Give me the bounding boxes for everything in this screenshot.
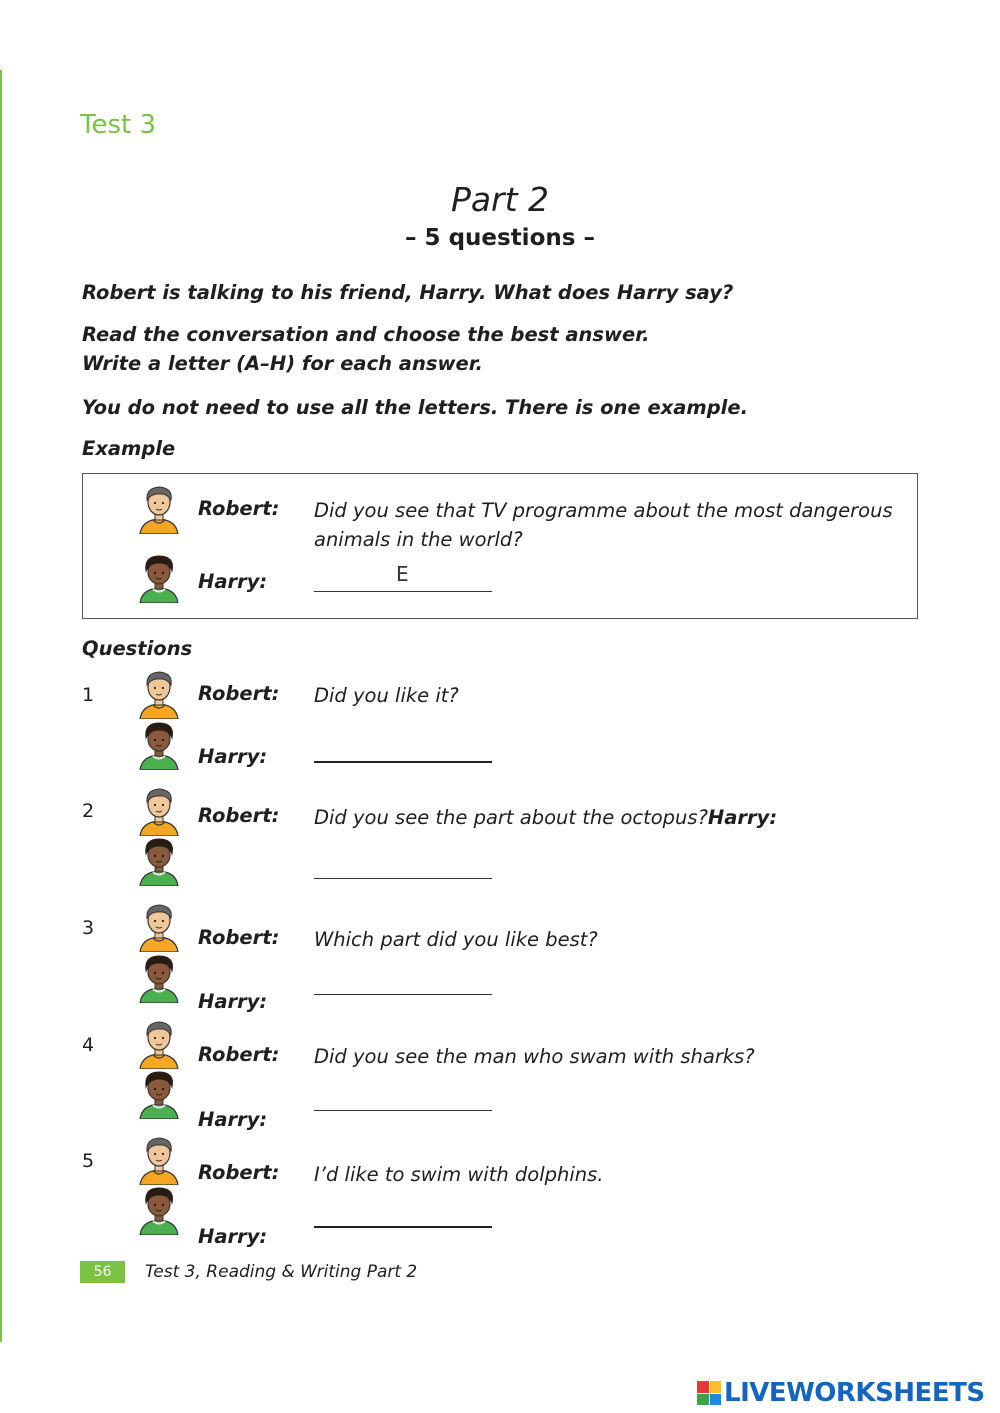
instruction-line-3: Write a letter (A–H) for each answer. — [82, 352, 483, 375]
questions-heading: Questions — [82, 637, 193, 660]
liveworksheets-logo — [697, 1377, 985, 1409]
logo-icon — [697, 1381, 721, 1405]
example-robert-label: Robert: — [198, 497, 280, 520]
part-title: Part 2 — [450, 180, 550, 219]
robert-label: Robert: — [198, 682, 280, 705]
example-answer-line — [314, 591, 492, 592]
harry-label: Harry: — [198, 745, 268, 768]
question-number: 1 — [82, 684, 95, 706]
harry-label: Harry: — [198, 1108, 268, 1131]
robert-label: Robert: — [198, 1043, 280, 1066]
answer-input-3[interactable] — [314, 994, 492, 995]
example-heading: Example — [82, 437, 176, 460]
question-number: 5 — [82, 1150, 95, 1172]
robert-text: I’d like to swim with dolphins. — [314, 1163, 604, 1186]
harry-avatar-icon — [136, 1185, 182, 1235]
test-label: Test 3 — [80, 110, 157, 140]
logo-text: LIVEWORKSHEETS — [724, 1378, 985, 1408]
instruction-line-2: Read the conversation and choose the best answer. — [82, 323, 650, 346]
robert-avatar-icon — [136, 669, 182, 719]
example-harry-label: Harry: — [198, 570, 268, 593]
left-margin-rule — [0, 70, 2, 1342]
harry-avatar-icon — [136, 836, 182, 886]
harry-avatar-icon — [136, 1069, 182, 1119]
robert-label: Robert: — [198, 1161, 280, 1184]
footer-text: Test 3, Reading & Writing Part 2 — [145, 1262, 418, 1282]
robert-avatar-icon — [136, 484, 182, 534]
instruction-line-4: You do not need to use all the letters. There is one example. — [82, 396, 748, 419]
robert-text: Which part did you like best? — [314, 928, 598, 951]
robert-text: Did you see the part about the octopus?Harry: — [314, 806, 778, 829]
robert-avatar-icon — [136, 1019, 182, 1069]
harry-label: Harry: — [198, 990, 268, 1013]
robert-avatar-icon — [136, 786, 182, 836]
robert-avatar-icon — [136, 902, 182, 952]
harry-avatar-icon — [136, 553, 182, 603]
robert-text: Did you see the man who swam with sharks? — [314, 1045, 755, 1068]
example-answer: E — [396, 562, 409, 586]
robert-avatar-icon — [136, 1135, 182, 1185]
answer-input-4[interactable] — [314, 1110, 492, 1111]
robert-label: Robert: — [198, 926, 280, 949]
answer-input-1[interactable] — [314, 761, 492, 763]
question-number: 2 — [82, 800, 95, 822]
question-number: 3 — [82, 917, 95, 939]
answer-input-5[interactable] — [314, 1226, 492, 1228]
harry-avatar-icon — [136, 720, 182, 770]
robert-text: Did you like it? — [314, 684, 459, 707]
harry-label: Harry: — [198, 1225, 268, 1248]
part-subtitle: – 5 questions – — [405, 225, 595, 251]
harry-label: Harry: — [707, 806, 778, 829]
answer-input-2[interactable] — [314, 878, 492, 879]
instruction-line-1: Robert is talking to his friend, Harry. What does Harry say? — [82, 281, 734, 304]
robert-label: Robert: — [198, 804, 280, 827]
question-number: 4 — [82, 1034, 95, 1056]
example-robert-text: Did you see that TV programme about the most dangerous animals in the world? — [314, 499, 893, 551]
page-number-badge: 56 — [80, 1261, 125, 1283]
harry-avatar-icon — [136, 953, 182, 1003]
